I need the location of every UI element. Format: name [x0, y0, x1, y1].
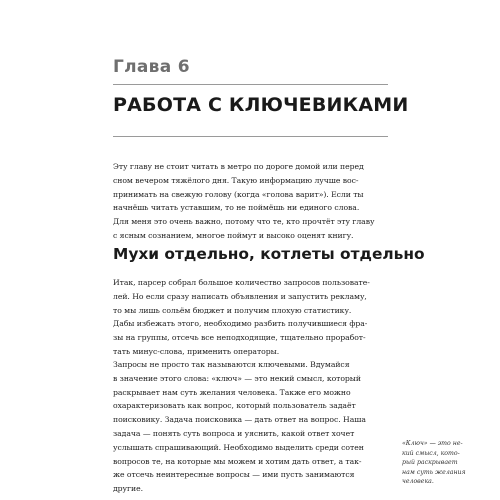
intro-paragraph-line: принимать на свежую голову (когда «голова варит»). Если ты — [113, 189, 364, 199]
margin-note-line: «Ключ» — это не- — [402, 440, 463, 447]
intro-paragraph-line: Эту главу не стоит читать в метро по дороге домой или перед — [113, 162, 364, 171]
intro-paragraph — [113, 160, 388, 243]
chapter-title-rule-top — [113, 84, 388, 85]
paragraph-line: поисковику. Задача поисковика — дать ответ на вопрос. Наша — [113, 415, 366, 425]
section-paragraph-2 — [113, 358, 388, 496]
intro-paragraph-line: начнёшь читать уставшим, то не поймёшь ни единого слова. — [113, 203, 360, 213]
paragraph-line: другие. — [113, 484, 143, 494]
paragraph-line: же отсечь неинтересные вопросы — ими пусть занимаются — [113, 470, 355, 480]
intro-paragraph-line: сном вечером тяжёлого дня. Такую информацию лучше вос- — [113, 175, 359, 185]
paragraph-line: тать минус-слова, применить операторы. — [113, 346, 280, 356]
paragraph-line: зы на группы, отсечь все неподходящие, тщательно проработ- — [113, 333, 366, 343]
paragraph-line: охарактеризовать как вопрос, который пользователь задаёт — [113, 401, 356, 411]
paragraph-line: в значение этого слова: «ключ» — это некий смысл, который — [113, 373, 361, 383]
chapter-title: РАБОТА С КЛЮЧЕВИКАМИ — [113, 94, 409, 116]
paragraph-line: лей. Но если сразу написать объявления и запустить рекламу, — [113, 291, 367, 301]
paragraph-line: задача — понять суть вопроса и уяснить, какой ответ хочет — [113, 428, 355, 438]
margin-note-line: кий смысл, кото- — [402, 449, 460, 457]
margin-note — [402, 439, 492, 487]
section-heading: Мухи отдельно, котлеты отдельно — [113, 245, 425, 263]
margin-note-line: рый раскрывает — [402, 459, 458, 466]
margin-note-line: человека. — [402, 478, 434, 485]
paragraph-line: раскрывает нам суть желания человека. Также его можно — [113, 387, 351, 397]
chapter-title-rule-bottom — [113, 136, 388, 137]
chapter-label: Глава 6 — [113, 57, 190, 77]
paragraph-line: услышать спрашивающий. Необходимо выделить среди сотен — [113, 442, 364, 452]
paragraph-line: Запросы не просто так называются ключевыми. Вдумайся — [113, 360, 350, 369]
paragraph-line: вопросов те, на которые мы можем и хотим дать ответ, а так- — [113, 456, 362, 466]
paragraph-line: Итак, парсер собрал большое количество запросов пользовате- — [113, 278, 370, 287]
intro-paragraph-line: Для меня это очень важно, потому что те, кто прочтёт эту главу — [113, 217, 375, 227]
margin-note-line: нам суть желания — [402, 468, 466, 476]
paragraph-line: то мы лишь сольём бюджет и получим плохую статистику. — [113, 305, 352, 315]
intro-paragraph-line: с ясным сознанием, многое поймут и высоко оценят книгу. — [113, 230, 354, 240]
section-paragraph-1 — [113, 276, 388, 359]
paragraph-line: Дабы избежать этого, необходимо разбить получившиеся фра- — [113, 319, 368, 329]
